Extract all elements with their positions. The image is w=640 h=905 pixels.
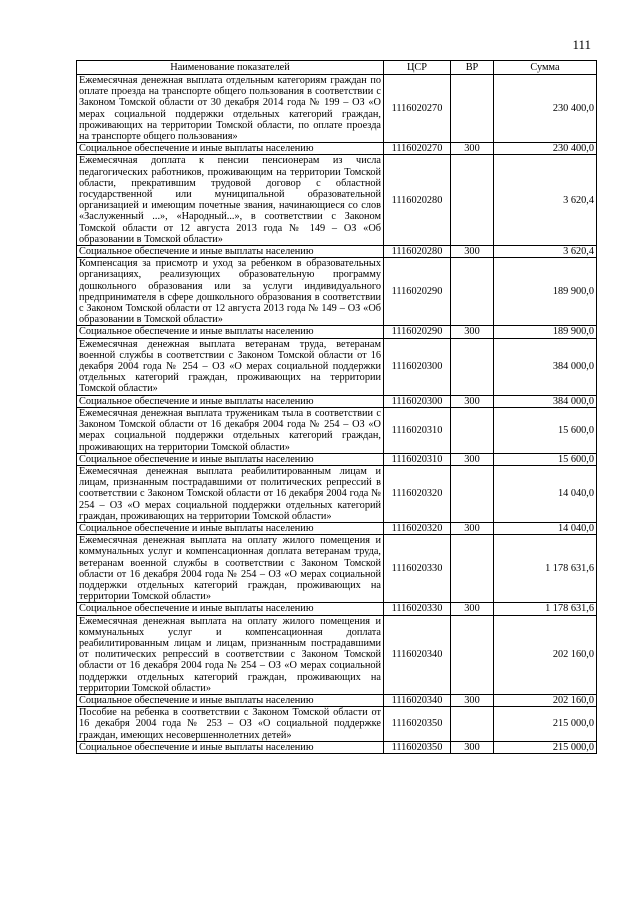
cell-csr: 1116020350: [384, 707, 451, 742]
cell-vr: [451, 258, 494, 326]
cell-csr: 1116020340: [384, 615, 451, 694]
cell-vr: [451, 615, 494, 694]
cell-name: Ежемесячная денежная выплата ветеранам труда, ветеранам военной службы в соответствии с Законом Томской области от 16 декабря 2004 года № 254 – ОЗ «О мерах социальной поддержки отдельных категорий граждан, проживающих на территории Томской области»: [77, 338, 384, 395]
cell-name: Ежемесячная доплата к пенсии пенсионерам из числа педагогических работников, проживающим на территории Томской области, прекратившим трудовой договор с областной государственной или муниципальной образовательной организацией и имеющим почетные звания, начинающиеся со слов «Заслуженный ...», «Народный...», в соответствии с Законом Томской области от 12 августа 2013 года № 149 – ОЗ «Об образовании в Томской области»: [77, 155, 384, 246]
table-row: [77, 338, 597, 395]
cell-vr: 300: [451, 603, 494, 615]
cell-csr: 1116020300: [384, 338, 451, 395]
cell-sum: 215 000,0: [494, 707, 597, 742]
cell-csr: 1116020320: [384, 522, 451, 534]
table-row-subtotal: [77, 395, 597, 407]
cell-vr: [451, 707, 494, 742]
header-name: Наименование показателей: [77, 61, 384, 75]
cell-csr: 1116020280: [384, 246, 451, 258]
cell-sum: 14 040,0: [494, 465, 597, 522]
cell-sum: 15 600,0: [494, 453, 597, 465]
cell-vr: 300: [451, 395, 494, 407]
table-row-subtotal: [77, 603, 597, 615]
cell-sum: 384 000,0: [494, 338, 597, 395]
cell-sum: 1 178 631,6: [494, 535, 597, 603]
table-row: [77, 258, 597, 326]
cell-csr: 1116020300: [384, 395, 451, 407]
budget-table: [76, 60, 597, 754]
cell-sum: 202 160,0: [494, 694, 597, 706]
cell-csr: 1116020330: [384, 603, 451, 615]
header-vr: ВР: [451, 61, 494, 75]
table-row: [77, 407, 597, 453]
table-row: [77, 615, 597, 694]
cell-csr: 1116020330: [384, 535, 451, 603]
table-row: [77, 535, 597, 603]
cell-name: Ежемесячная денежная выплата на оплату жилого помещения и коммунальных услуг и компенсационная доплата ветеранам труда, ветеранам военной службы в соответствии с Законом Томской области от 16 декабря 2004 года № 254 – ОЗ «О мерах социальной поддержки отдельных категорий граждан, проживающих на территории Томской области»: [77, 535, 384, 603]
cell-sum: 230 400,0: [494, 143, 597, 155]
cell-csr: 1116020290: [384, 258, 451, 326]
cell-vr: [451, 407, 494, 453]
cell-vr: 300: [451, 326, 494, 338]
table-row-subtotal: [77, 522, 597, 534]
cell-sum: 14 040,0: [494, 522, 597, 534]
cell-name: Социальное обеспечение и иные выплаты населению: [77, 453, 384, 465]
cell-name: Социальное обеспечение и иные выплаты населению: [77, 522, 384, 534]
cell-vr: [451, 535, 494, 603]
cell-csr: 1116020280: [384, 155, 451, 246]
page-number: 111: [572, 37, 591, 52]
cell-sum: 215 000,0: [494, 741, 597, 753]
table-row-subtotal: [77, 741, 597, 753]
cell-vr: 300: [451, 522, 494, 534]
table-row: [77, 155, 597, 246]
cell-name: Социальное обеспечение и иные выплаты населению: [77, 246, 384, 258]
cell-vr: [451, 75, 494, 143]
table-row-subtotal: [77, 326, 597, 338]
cell-name: Социальное обеспечение и иные выплаты населению: [77, 694, 384, 706]
cell-csr: 1116020290: [384, 326, 451, 338]
cell-sum: 3 620,4: [494, 155, 597, 246]
cell-vr: 300: [451, 741, 494, 753]
table-row: [77, 465, 597, 522]
cell-sum: 15 600,0: [494, 407, 597, 453]
cell-vr: 300: [451, 246, 494, 258]
cell-name: Социальное обеспечение и иные выплаты населению: [77, 741, 384, 753]
cell-vr: 300: [451, 453, 494, 465]
cell-csr: 1116020270: [384, 143, 451, 155]
cell-csr: 1116020270: [384, 75, 451, 143]
cell-name: Ежемесячная денежная выплата труженикам тыла в соответствии с Законом Томской области от 16 декабря 2004 года № 254 – ОЗ «О мерах социальной поддержки отдельных категорий граждан, проживающих на территории Томской области»: [77, 407, 384, 453]
cell-sum: 202 160,0: [494, 615, 597, 694]
cell-csr: 1116020350: [384, 741, 451, 753]
cell-csr: 1116020310: [384, 407, 451, 453]
table-row-subtotal: [77, 246, 597, 258]
cell-vr: [451, 338, 494, 395]
cell-name: Социальное обеспечение и иные выплаты населению: [77, 326, 384, 338]
cell-csr: 1116020310: [384, 453, 451, 465]
cell-name: Социальное обеспечение и иные выплаты населению: [77, 143, 384, 155]
cell-name: Ежемесячная денежная выплата отдельным категориям граждан по оплате проезда на транспорте общего пользования в соответствии с Законом Томской области от 30 декабря 2014 года № 199 – ОЗ «О мерах социальной поддержки отдельных категорий граждан, проживающих на территории Томской области, по оплате проезда на транспорте общего пользования»: [77, 75, 384, 143]
cell-sum: 189 900,0: [494, 326, 597, 338]
cell-name: Социальное обеспечение и иные выплаты населению: [77, 395, 384, 407]
table-row: [77, 75, 597, 143]
table-row-subtotal: [77, 694, 597, 706]
cell-sum: 384 000,0: [494, 395, 597, 407]
cell-csr: 1116020320: [384, 465, 451, 522]
header-sum: Сумма: [494, 61, 597, 75]
table-row-subtotal: [77, 453, 597, 465]
cell-vr: 300: [451, 694, 494, 706]
table-row-subtotal: [77, 143, 597, 155]
cell-sum: 230 400,0: [494, 75, 597, 143]
cell-vr: 300: [451, 143, 494, 155]
table-body: [77, 75, 597, 754]
cell-name: Социальное обеспечение и иные выплаты населению: [77, 603, 384, 615]
cell-vr: [451, 465, 494, 522]
cell-csr: 1116020340: [384, 694, 451, 706]
cell-name: Ежемесячная денежная выплата реабилитированным лицам и лицам, признанным пострадавшими от политических репрессий в соответствии с Законом Томской области от 16 декабря 2004 года № 254 – ОЗ «О мерах социальной поддержки отдельных категорий граждан, проживающих на территории Томской области»: [77, 465, 384, 522]
cell-name: Компенсация за присмотр и уход за ребенком в образовательных организациях, реализующих образовательную программу дошкольного образования или за услуги индивидуального предпринимателя в сфере дошкольного образования в соответствии с Законом Томской области от 12 августа 2013 года № 149 – ОЗ «Об образовании в Томской области»: [77, 258, 384, 326]
cell-sum: 3 620,4: [494, 246, 597, 258]
cell-sum: 189 900,0: [494, 258, 597, 326]
table-header-row: [77, 61, 597, 75]
cell-vr: [451, 155, 494, 246]
cell-name: Ежемесячная денежная выплата на оплату жилого помещения и коммунальных услуг и компенсационная доплата реабилитированным лицам и лицам, признанным пострадавшими от политических репрессий в соответствии с Законом Томской области от 16 декабря 2004 года № 254 – ОЗ «О мерах социальной поддержки отдельных категорий граждан, проживающих на территории Томской области»: [77, 615, 384, 694]
table-row: [77, 707, 597, 742]
cell-name: Пособие на ребенка в соответствии с Законом Томской области от 16 декабря 2004 года № 253 – ОЗ «О социальной поддержке граждан, имеющих несовершеннолетних детей»: [77, 707, 384, 742]
cell-sum: 1 178 631,6: [494, 603, 597, 615]
header-csr: ЦСР: [384, 61, 451, 75]
